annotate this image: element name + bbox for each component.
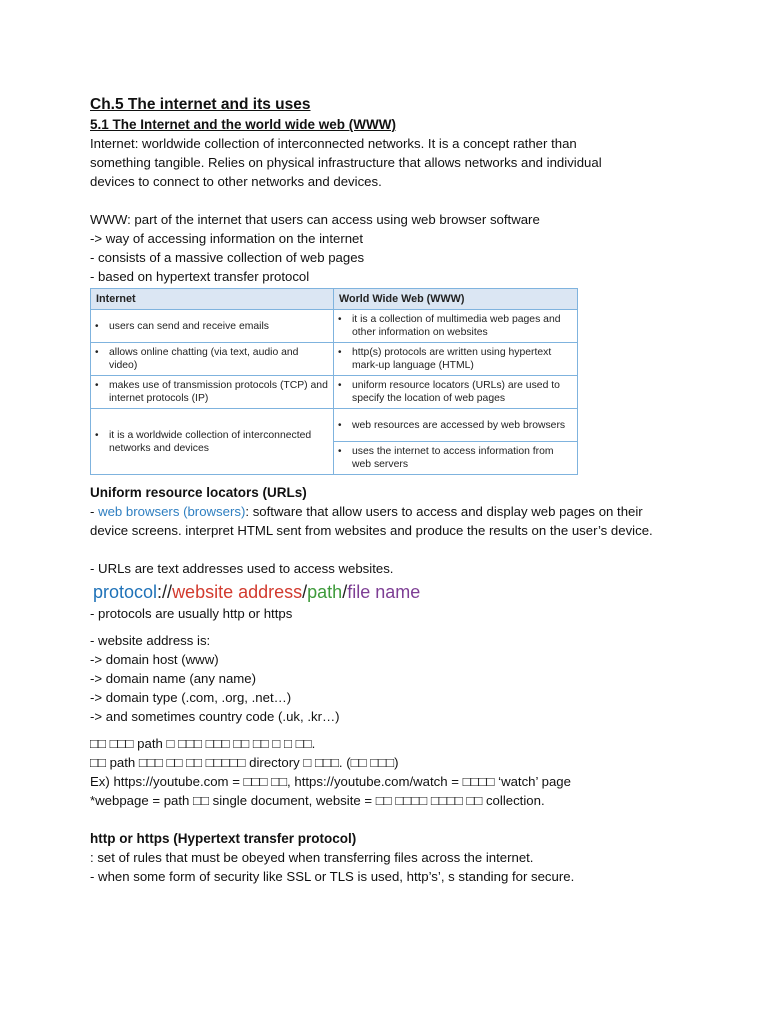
table-cell: • it is a worldwide collection of interconnected networks and devices — [91, 409, 334, 475]
url-heading: Uniform resource locators (URLs) — [90, 485, 307, 500]
paragraph-line: - URLs are text addresses used to access websites. — [90, 561, 394, 576]
table-header: Internet — [91, 289, 334, 310]
bullet-icon: • — [95, 380, 99, 391]
table-cell: • uses the internet to access information from web servers — [334, 442, 578, 475]
paragraph-line: devices to connect to other networks and devices. — [90, 174, 382, 189]
table-row — [91, 376, 578, 409]
url-separator: :// — [157, 582, 173, 602]
bullet-icon: • — [338, 419, 342, 431]
paragraph-line: -> domain name (any name) — [90, 671, 257, 686]
section-title: 5.1 The Internet and the world wide web (WWW) — [90, 117, 397, 132]
url-website-part: website address — [172, 582, 303, 602]
table-row — [91, 343, 578, 376]
paragraph-line: - protocols are usually http or https — [90, 606, 293, 621]
table-cell: • web resources are accessed by web browsers — [334, 409, 578, 442]
bullet-icon: • — [95, 347, 99, 358]
paragraph-line: - web browsers (browsers): software that allow users to access and display web pages on their — [90, 504, 643, 519]
paragraph-line: - based on hypertext transfer protocol — [90, 269, 310, 284]
table-cell: • it is a collection of multimedia web pages and other information on websites — [334, 310, 578, 343]
paragraph-line: - when some form of security like SSL or TLS is used, http’s’, s standing for secure. — [90, 869, 575, 884]
table-row — [91, 310, 578, 343]
bullet-icon: • — [338, 347, 342, 358]
http-heading: http or https (Hypertext transfer protocol) — [90, 831, 357, 846]
bullet-icon: • — [95, 429, 99, 441]
paragraph-line: device screens. interpret HTML sent from websites and produce the results on the user’s device. — [90, 523, 653, 538]
url-file-part: file name — [347, 582, 421, 602]
table-cell: • users can send and receive emails — [91, 310, 334, 343]
table-cell: • makes use of transmission protocols (TCP) and internet protocols (IP) — [91, 376, 334, 409]
chapter-title: Ch.5 The internet and its uses — [90, 96, 311, 113]
url-separator: / — [342, 582, 348, 602]
bullet-icon: • — [338, 380, 342, 391]
korean-note-line: *webpage = path □□ single document, website = □□ □□□□ □□□□ □□ collection. — [90, 793, 545, 808]
korean-note-line: Ex) https://youtube.com = □□□ □□, https://youtube.com/watch = □□□□ ‘watch’ page — [90, 774, 571, 789]
paragraph-line: - consists of a massive collection of web pages — [90, 250, 365, 265]
bullet-icon: • — [338, 314, 342, 325]
table-row — [91, 409, 578, 442]
table-cell: • http(s) protocols are written using hypertext mark-up language (HTML) — [334, 343, 578, 376]
paragraph-line: -> and sometimes country code (.uk, .kr…) — [90, 709, 340, 724]
paragraph-line: - website address is: — [90, 633, 211, 648]
table-header: World Wide Web (WWW) — [334, 289, 578, 310]
url-path-part: path — [307, 582, 343, 602]
paragraph-line: WWW: part of the internet that users can access using web browser software — [90, 212, 540, 227]
document-page — [90, 94, 690, 886]
korean-note-line: □□ □□□ path □ □□□ □□□ □□ □□ □ □ □□. — [90, 736, 316, 751]
web-browsers-link[interactable]: web browsers (browsers) — [98, 504, 246, 519]
url-separator: / — [302, 582, 308, 602]
bullet-icon: • — [95, 320, 99, 332]
table-header-row — [91, 289, 578, 310]
bullet-icon: • — [338, 446, 342, 457]
table-cell: • uniform resource locators (URLs) are used to specify the location of web pages — [334, 376, 578, 409]
paragraph-line: -> domain host (www) — [90, 652, 219, 667]
url-structure-diagram — [93, 580, 690, 604]
paragraph-line: -> domain type (.com, .org, .net…) — [90, 690, 292, 705]
paragraph-line: : set of rules that must be obeyed when transferring files across the internet. — [90, 850, 534, 865]
paragraph-line: -> way of accessing information on the internet — [90, 231, 364, 246]
url-protocol-part: protocol — [93, 582, 158, 602]
korean-note-line: □□ path □□□ □□ □□ □□□□□ directory □ □□□. (□□ □□□) — [90, 755, 399, 770]
internet-vs-www-table — [90, 288, 578, 475]
paragraph-line: something tangible. Relies on physical infrastructure that allows networks and individual — [90, 155, 602, 170]
table-cell: • allows online chatting (via text, audio and video) — [91, 343, 334, 376]
paragraph-line: Internet: worldwide collection of interconnected networks. It is a concept rather than — [90, 136, 577, 151]
